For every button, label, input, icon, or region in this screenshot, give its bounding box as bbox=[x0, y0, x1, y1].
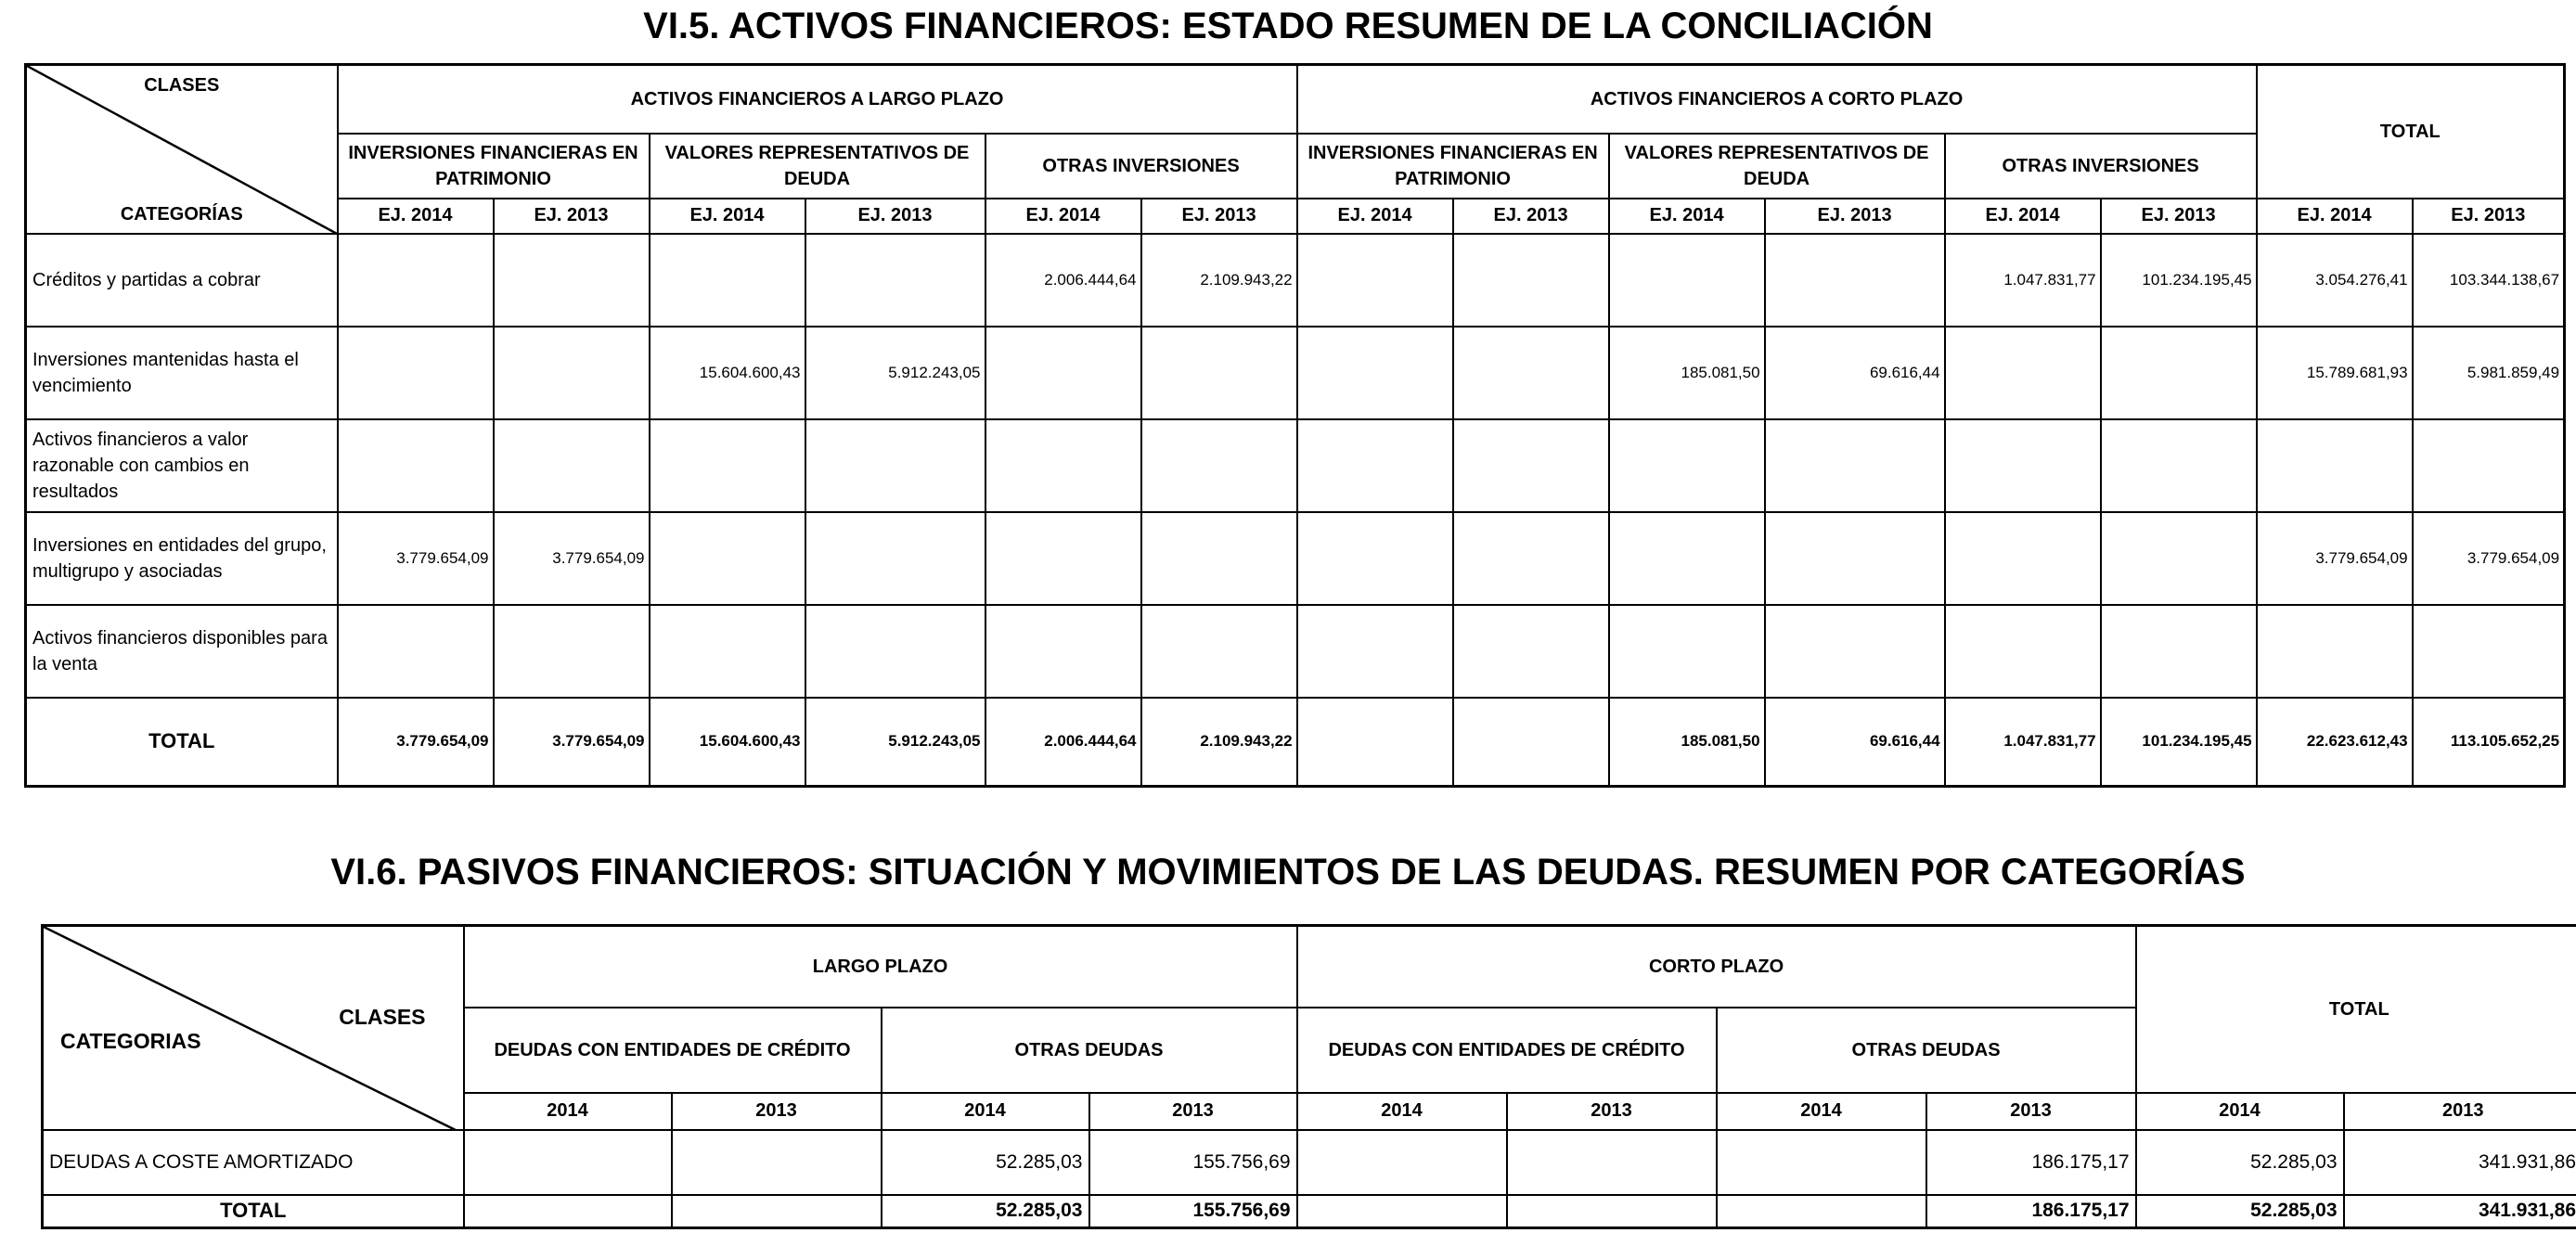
value-cell: 69.616,44 bbox=[1765, 327, 1945, 419]
value-cell bbox=[1609, 605, 1765, 698]
value-cell bbox=[1609, 512, 1765, 605]
value-cell bbox=[1453, 512, 1609, 605]
value-cell bbox=[805, 419, 985, 512]
value-cell bbox=[1297, 419, 1453, 512]
value-cell: 2.006.444,64 bbox=[985, 698, 1141, 787]
value-cell bbox=[1141, 327, 1297, 419]
subgroup-cp-patrimonio: INVERSIONES FINANCIERAS EN PATRIMONIO bbox=[1297, 134, 1609, 199]
subgroup-cp-deudas: DEUDAS CON ENTIDADES DE CRÉDITO bbox=[1297, 1008, 1717, 1093]
value-cell: 5.981.859,49 bbox=[2413, 327, 2565, 419]
section2-title: VI.6. PASIVOS FINANCIEROS: SITUACIÓN Y MOVIMIENTOS DE LAS DEUDAS. RESUMEN POR CATEGORÍAS bbox=[330, 852, 2246, 893]
value-cell bbox=[494, 327, 650, 419]
year-header: 2013 bbox=[1926, 1093, 2136, 1130]
value-cell bbox=[2257, 419, 2413, 512]
row-label: TOTAL bbox=[26, 698, 338, 787]
group-corto-plazo: CORTO PLAZO bbox=[1297, 926, 2136, 1008]
year-header: EJ. 2014 bbox=[2257, 199, 2413, 234]
value-cell bbox=[1453, 234, 1609, 327]
corner-clases-label: CLASES bbox=[144, 75, 220, 96]
year-header: EJ. 2013 bbox=[805, 199, 985, 234]
value-cell bbox=[1297, 512, 1453, 605]
value-cell bbox=[985, 605, 1141, 698]
year-header: EJ. 2013 bbox=[494, 199, 650, 234]
year-header: 2013 bbox=[672, 1093, 882, 1130]
value-cell bbox=[1765, 419, 1945, 512]
value-cell bbox=[1297, 1130, 1507, 1195]
value-cell bbox=[464, 1195, 672, 1228]
corner-categorias-label: CATEGORIAS bbox=[60, 1029, 201, 1053]
value-cell: 186.175,17 bbox=[1926, 1195, 2136, 1228]
value-cell: 2.109.943,22 bbox=[1141, 698, 1297, 787]
value-cell bbox=[650, 234, 805, 327]
value-cell bbox=[1453, 419, 1609, 512]
value-cell bbox=[1717, 1130, 1926, 1195]
value-cell bbox=[1507, 1195, 1717, 1228]
row-label: TOTAL bbox=[43, 1195, 464, 1228]
value-cell bbox=[2101, 327, 2257, 419]
group-total: TOTAL bbox=[2136, 926, 2576, 1093]
row-label: Inversiones mantenidas hasta el vencimiento bbox=[26, 327, 338, 419]
value-cell bbox=[650, 512, 805, 605]
value-cell bbox=[805, 605, 985, 698]
value-cell bbox=[1141, 512, 1297, 605]
row-label: Inversiones en entidades del grupo, multigrupo y asociadas bbox=[26, 512, 338, 605]
value-cell: 3.779.654,09 bbox=[2413, 512, 2565, 605]
value-cell bbox=[985, 512, 1141, 605]
value-cell: 103.344.138,67 bbox=[2413, 234, 2565, 327]
value-cell: 5.912.243,05 bbox=[805, 698, 985, 787]
value-cell bbox=[672, 1130, 882, 1195]
group-largo-plazo: ACTIVOS FINANCIEROS A LARGO PLAZO bbox=[338, 65, 1297, 134]
value-cell bbox=[1717, 1195, 1926, 1228]
value-cell bbox=[494, 419, 650, 512]
year-header: EJ. 2013 bbox=[1141, 199, 1297, 234]
value-cell bbox=[464, 1130, 672, 1195]
value-cell bbox=[1141, 605, 1297, 698]
subgroup-cp-otras: OTRAS INVERSIONES bbox=[1945, 134, 2257, 199]
value-cell bbox=[1297, 234, 1453, 327]
total-row bbox=[26, 698, 2565, 787]
subgroup-lp-patrimonio: INVERSIONES FINANCIERAS EN PATRIMONIO bbox=[338, 134, 650, 199]
value-cell: 101.234.195,45 bbox=[2101, 698, 2257, 787]
value-cell bbox=[1453, 605, 1609, 698]
year-header: EJ. 2013 bbox=[2101, 199, 2257, 234]
value-cell: 185.081,50 bbox=[1609, 698, 1765, 787]
value-cell: 3.054.276,41 bbox=[2257, 234, 2413, 327]
corner-categorias-label: CATEGORÍAS bbox=[120, 203, 243, 225]
value-cell: 15.789.681,93 bbox=[2257, 327, 2413, 419]
value-cell bbox=[494, 234, 650, 327]
value-cell: 15.604.600,43 bbox=[650, 698, 805, 787]
value-cell: 185.081,50 bbox=[1609, 327, 1765, 419]
value-cell bbox=[1453, 698, 1609, 787]
table-row bbox=[26, 605, 2565, 698]
year-header: 2013 bbox=[1089, 1093, 1297, 1130]
year-header-row bbox=[26, 199, 2565, 234]
value-cell bbox=[985, 327, 1141, 419]
total-row bbox=[43, 1195, 2576, 1228]
year-header: EJ. 2013 bbox=[1453, 199, 1609, 234]
value-cell: 3.779.654,09 bbox=[338, 512, 494, 605]
value-cell: 69.616,44 bbox=[1765, 698, 1945, 787]
value-cell: 101.234.195,45 bbox=[2101, 234, 2257, 327]
value-cell bbox=[650, 419, 805, 512]
value-cell bbox=[672, 1195, 882, 1228]
value-cell: 5.912.243,05 bbox=[805, 327, 985, 419]
corner-cell bbox=[26, 65, 338, 234]
value-cell bbox=[1765, 605, 1945, 698]
value-cell bbox=[338, 327, 494, 419]
row-label: Activos financieros disponibles para la venta bbox=[26, 605, 338, 698]
value-cell bbox=[2257, 605, 2413, 698]
year-header: EJ. 2014 bbox=[1945, 199, 2101, 234]
value-cell bbox=[338, 605, 494, 698]
subgroup-lp-otras: OTRAS DEUDAS bbox=[882, 1008, 1297, 1093]
value-cell bbox=[2101, 419, 2257, 512]
year-header: 2014 bbox=[2136, 1093, 2344, 1130]
value-cell: 3.779.654,09 bbox=[494, 512, 650, 605]
table-row bbox=[26, 512, 2565, 605]
value-cell bbox=[1945, 605, 2101, 698]
value-cell bbox=[1297, 698, 1453, 787]
year-header: 2014 bbox=[464, 1093, 672, 1130]
group-total: TOTAL bbox=[2257, 65, 2565, 199]
subgroup-lp-valores: VALORES REPRESENTATIVOS DE DEUDA bbox=[650, 134, 985, 199]
value-cell bbox=[1453, 327, 1609, 419]
value-cell bbox=[2413, 605, 2565, 698]
value-cell: 3.779.654,09 bbox=[2257, 512, 2413, 605]
value-cell bbox=[2101, 605, 2257, 698]
pasivos-financieros-table bbox=[41, 924, 2576, 1229]
table-row bbox=[43, 1130, 2576, 1195]
year-header: EJ. 2013 bbox=[1765, 199, 1945, 234]
value-cell bbox=[1141, 419, 1297, 512]
value-cell bbox=[338, 419, 494, 512]
year-header: EJ. 2014 bbox=[1297, 199, 1453, 234]
value-cell: 341.931,86 bbox=[2344, 1130, 2576, 1195]
row-label: Activos financieros a valor razonable con cambios en resultados bbox=[26, 419, 338, 512]
value-cell bbox=[805, 512, 985, 605]
value-cell bbox=[1945, 512, 2101, 605]
value-cell: 15.604.600,43 bbox=[650, 327, 805, 419]
row-label: Créditos y partidas a cobrar bbox=[26, 234, 338, 327]
year-header: EJ. 2014 bbox=[985, 199, 1141, 234]
year-header: 2013 bbox=[2344, 1093, 2576, 1130]
value-cell: 1.047.831,77 bbox=[1945, 698, 2101, 787]
value-cell: 1.047.831,77 bbox=[1945, 234, 2101, 327]
value-cell bbox=[1765, 512, 1945, 605]
value-cell bbox=[1609, 234, 1765, 327]
value-cell bbox=[1945, 327, 2101, 419]
value-cell: 155.756,69 bbox=[1089, 1130, 1297, 1195]
year-header: 2014 bbox=[1297, 1093, 1507, 1130]
value-cell bbox=[985, 419, 1141, 512]
corner-clases-label: CLASES bbox=[339, 1005, 426, 1029]
value-cell: 52.285,03 bbox=[2136, 1195, 2344, 1228]
value-cell: 155.756,69 bbox=[1089, 1195, 1297, 1228]
value-cell bbox=[1945, 419, 2101, 512]
value-cell: 113.105.652,25 bbox=[2413, 698, 2565, 787]
year-header: EJ. 2013 bbox=[2413, 199, 2565, 234]
corner-cell-2 bbox=[43, 926, 464, 1130]
value-cell bbox=[2413, 419, 2565, 512]
value-cell: 341.931,86 bbox=[2344, 1195, 2576, 1228]
subgroup-lp-otras: OTRAS INVERSIONES bbox=[985, 134, 1297, 199]
value-cell: 186.175,17 bbox=[1926, 1130, 2136, 1195]
value-cell bbox=[650, 605, 805, 698]
table-row bbox=[26, 327, 2565, 419]
value-cell: 52.285,03 bbox=[882, 1130, 1089, 1195]
year-header: EJ. 2014 bbox=[1609, 199, 1765, 234]
row-label: DEUDAS A COSTE AMORTIZADO bbox=[43, 1130, 464, 1195]
value-cell: 22.623.612,43 bbox=[2257, 698, 2413, 787]
year-header: 2014 bbox=[882, 1093, 1089, 1130]
value-cell: 2.006.444,64 bbox=[985, 234, 1141, 327]
value-cell bbox=[1297, 327, 1453, 419]
value-cell bbox=[2101, 512, 2257, 605]
value-cell bbox=[494, 605, 650, 698]
value-cell bbox=[805, 234, 985, 327]
value-cell bbox=[1507, 1130, 1717, 1195]
subgroup-cp-otras: OTRAS DEUDAS bbox=[1717, 1008, 2136, 1093]
table-row bbox=[26, 419, 2565, 512]
value-cell: 3.779.654,09 bbox=[494, 698, 650, 787]
year-header: EJ. 2014 bbox=[650, 199, 805, 234]
value-cell: 3.779.654,09 bbox=[338, 698, 494, 787]
group-largo-plazo: LARGO PLAZO bbox=[464, 926, 1297, 1008]
subgroup-cp-valores: VALORES REPRESENTATIVOS DE DEUDA bbox=[1609, 134, 1945, 199]
value-cell bbox=[1297, 605, 1453, 698]
subgroup-lp-deudas: DEUDAS CON ENTIDADES DE CRÉDITO bbox=[464, 1008, 882, 1093]
activos-financieros-table bbox=[24, 63, 2566, 788]
value-cell bbox=[1297, 1195, 1507, 1228]
year-header: 2014 bbox=[1717, 1093, 1926, 1130]
value-cell: 52.285,03 bbox=[882, 1195, 1089, 1228]
value-cell: 52.285,03 bbox=[2136, 1130, 2344, 1195]
year-header: 2013 bbox=[1507, 1093, 1717, 1130]
value-cell bbox=[1765, 234, 1945, 327]
table-row bbox=[26, 234, 2565, 327]
value-cell bbox=[338, 234, 494, 327]
year-header: EJ. 2014 bbox=[338, 199, 494, 234]
group-corto-plazo: ACTIVOS FINANCIEROS A CORTO PLAZO bbox=[1297, 65, 2257, 134]
value-cell: 2.109.943,22 bbox=[1141, 234, 1297, 327]
value-cell bbox=[1609, 419, 1765, 512]
section1-title: VI.5. ACTIVOS FINANCIEROS: ESTADO RESUMEN DE LA CONCILIACIÓN bbox=[643, 6, 1933, 46]
